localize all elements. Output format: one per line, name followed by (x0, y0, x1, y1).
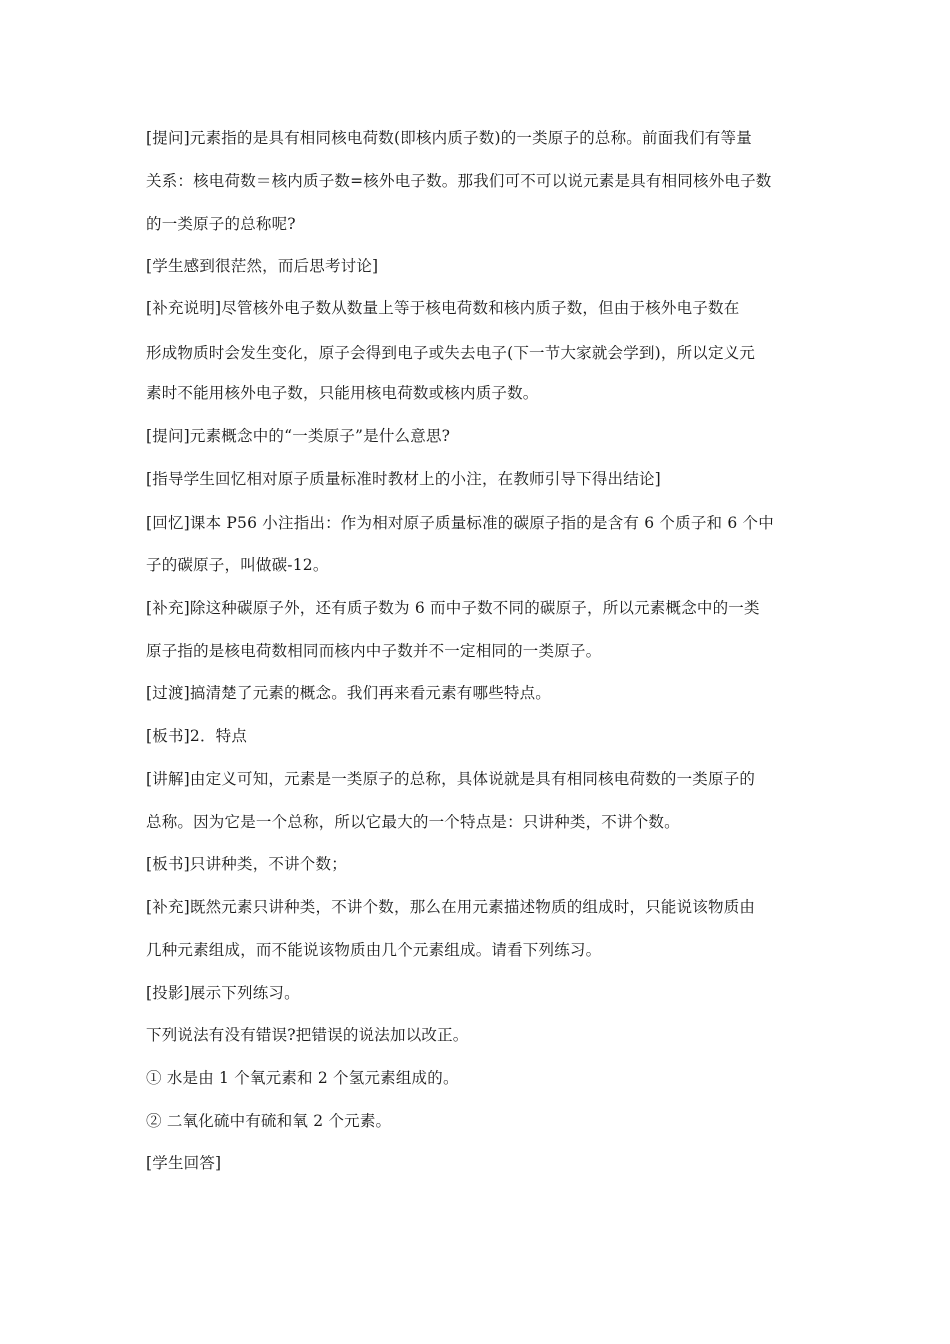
text-line: [板书]只讲种类，不讲个数； (146, 855, 347, 873)
text-line: 形成物质时会发生变化，原子会得到电子或失去电子(下一节大家就会学到)，所以定义元 (146, 344, 756, 362)
text-line: [提问]元素概念中的“一类原子”是什么意思? (146, 427, 451, 445)
text-line: [过渡]搞清楚了元素的概念。我们再来看元素有哪些特点。 (146, 684, 551, 702)
text-line: [补充说明]尽管核外电子数从数量上等于核电荷数和核内质子数，但由于核外电子数在 (146, 299, 740, 317)
text-line: 几种元素组成，而不能说该物质由几个元素组成。请看下列练习。 (146, 941, 602, 959)
text-line: 的一类原子的总称呢? (146, 215, 296, 233)
text-line: 总称。因为它是一个总称，所以它最大的一个特点是：只讲种类，不讲个数。 (146, 813, 680, 831)
text-line: [投影]展示下列练习。 (146, 984, 300, 1002)
text-line: [学生感到很茫然，而后思考讨论] (146, 257, 379, 275)
text-line: 下列说法有没有错误?把错误的说法加以改正。 (146, 1026, 469, 1044)
text-line: ① 水是由 1 个氧元素和 2 个氢元素组成的。 (146, 1069, 459, 1087)
text-line: [指导学生回忆相对原子质量标准时教材上的小注，在教师引导下得出结论] (146, 470, 661, 488)
text-line: 关系：核电荷数＝核内质子数=核外电子数。那我们可不可以说元素是具有相同核外电子数 (146, 172, 772, 190)
text-line: [学生回答] (146, 1154, 222, 1172)
text-line: 子的碳原子，叫做碳-12。 (146, 556, 329, 574)
text-line: ② 二氧化硫中有硫和氧 2 个元素。 (146, 1112, 392, 1130)
text-line: [板书]2．特点 (146, 727, 248, 745)
text-line: 原子指的是核电荷数相同而核内中子数并不一定相同的一类原子。 (146, 642, 602, 660)
text-line: 素时不能用核外电子数，只能用核电荷数或核内质子数。 (146, 384, 539, 402)
text-line: [回忆]课本 P56 小注指出：作为相对原子质量标准的碳原子指的是含有 6 个质子和 6 个中 (146, 514, 774, 532)
text-line: [讲解]由定义可知，元素是一类原子的总称，具体说就是具有相同核电荷数的一类原子的 (146, 770, 756, 788)
text-line: [补充]除这种碳原子外，还有质子数为 6 而中子数不同的碳原子，所以元素概念中的一类 (146, 599, 760, 617)
text-line: [补充]既然元素只讲种类，不讲个数，那么在用元素描述物质的组成时，只能说该物质由 (146, 898, 756, 916)
text-line: [提问]元素指的是具有相同核电荷数(即核内质子数)的一类原子的总称。前面我们有等量 (146, 129, 752, 147)
